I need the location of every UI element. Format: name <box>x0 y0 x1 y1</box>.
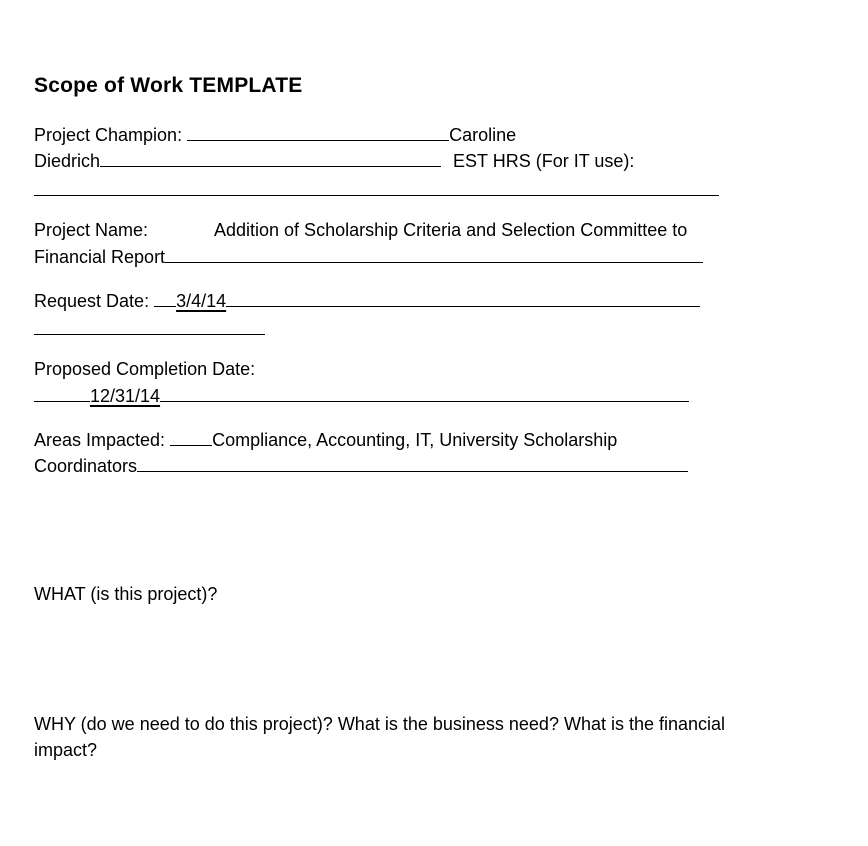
project-name-blank <box>165 245 703 263</box>
areas-impacted-value-2: Coordinators <box>34 456 138 476</box>
areas-impacted-value-1: Compliance, Accounting, IT, University Scholarship <box>212 430 618 450</box>
project-name-value-line <box>214 219 687 241</box>
project-name-line <box>34 219 148 241</box>
proposed-completion-lead-blank <box>34 384 90 402</box>
project-name-value-1: Addition of Scholarship Criteria and Selection Committee to <box>214 220 688 240</box>
why-question-line-2: impact? <box>34 740 98 760</box>
request-date-value: 3/4/14 <box>176 291 227 311</box>
project-champion-label: Project Champion: <box>34 125 188 145</box>
proposed-completion-value-line <box>34 384 689 407</box>
why-question-line-1: WHY (do we need to do this project)? What is the business need? What is the financial <box>34 714 726 734</box>
proposed-completion-line <box>34 358 255 380</box>
project-champion-line <box>34 123 516 146</box>
areas-impacted-line <box>34 428 617 451</box>
areas-impacted-label: Areas Impacted: <box>34 430 171 450</box>
project-champion-line-2 <box>34 149 634 172</box>
document-title <box>34 74 302 98</box>
project-name-line-2 <box>34 245 703 268</box>
areas-impacted-line-2 <box>34 454 688 477</box>
request-date-lead-blank <box>154 289 176 307</box>
title-emphasis: TEMPLATE <box>189 74 303 97</box>
request-date-blank <box>226 289 700 307</box>
proposed-completion-value: 12/31/14 <box>90 386 161 406</box>
request-date-label: Request Date: <box>34 291 155 311</box>
title-prefix: Scope of Work <box>34 74 190 97</box>
proposed-completion-label: Proposed Completion Date: <box>34 359 256 379</box>
areas-impacted-blank <box>137 454 688 472</box>
proposed-completion-blank <box>160 384 689 402</box>
what-question: WHAT (is this project)? <box>34 584 218 604</box>
request-date-line <box>34 289 700 312</box>
project-name-label: Project Name: <box>34 220 149 240</box>
est-hrs-rule <box>34 195 719 196</box>
project-name-value-2: Financial Report <box>34 247 166 267</box>
project-champion-value-part2: Diedrich <box>34 151 101 171</box>
project-champion-blank <box>187 123 449 141</box>
project-champion-value-part1: Caroline <box>449 125 517 145</box>
areas-impacted-lead-blank <box>170 428 212 446</box>
est-hrs-label: EST HRS (For IT use): <box>453 151 635 171</box>
request-date-rule <box>34 334 265 335</box>
project-champion-blank-2 <box>100 149 441 167</box>
